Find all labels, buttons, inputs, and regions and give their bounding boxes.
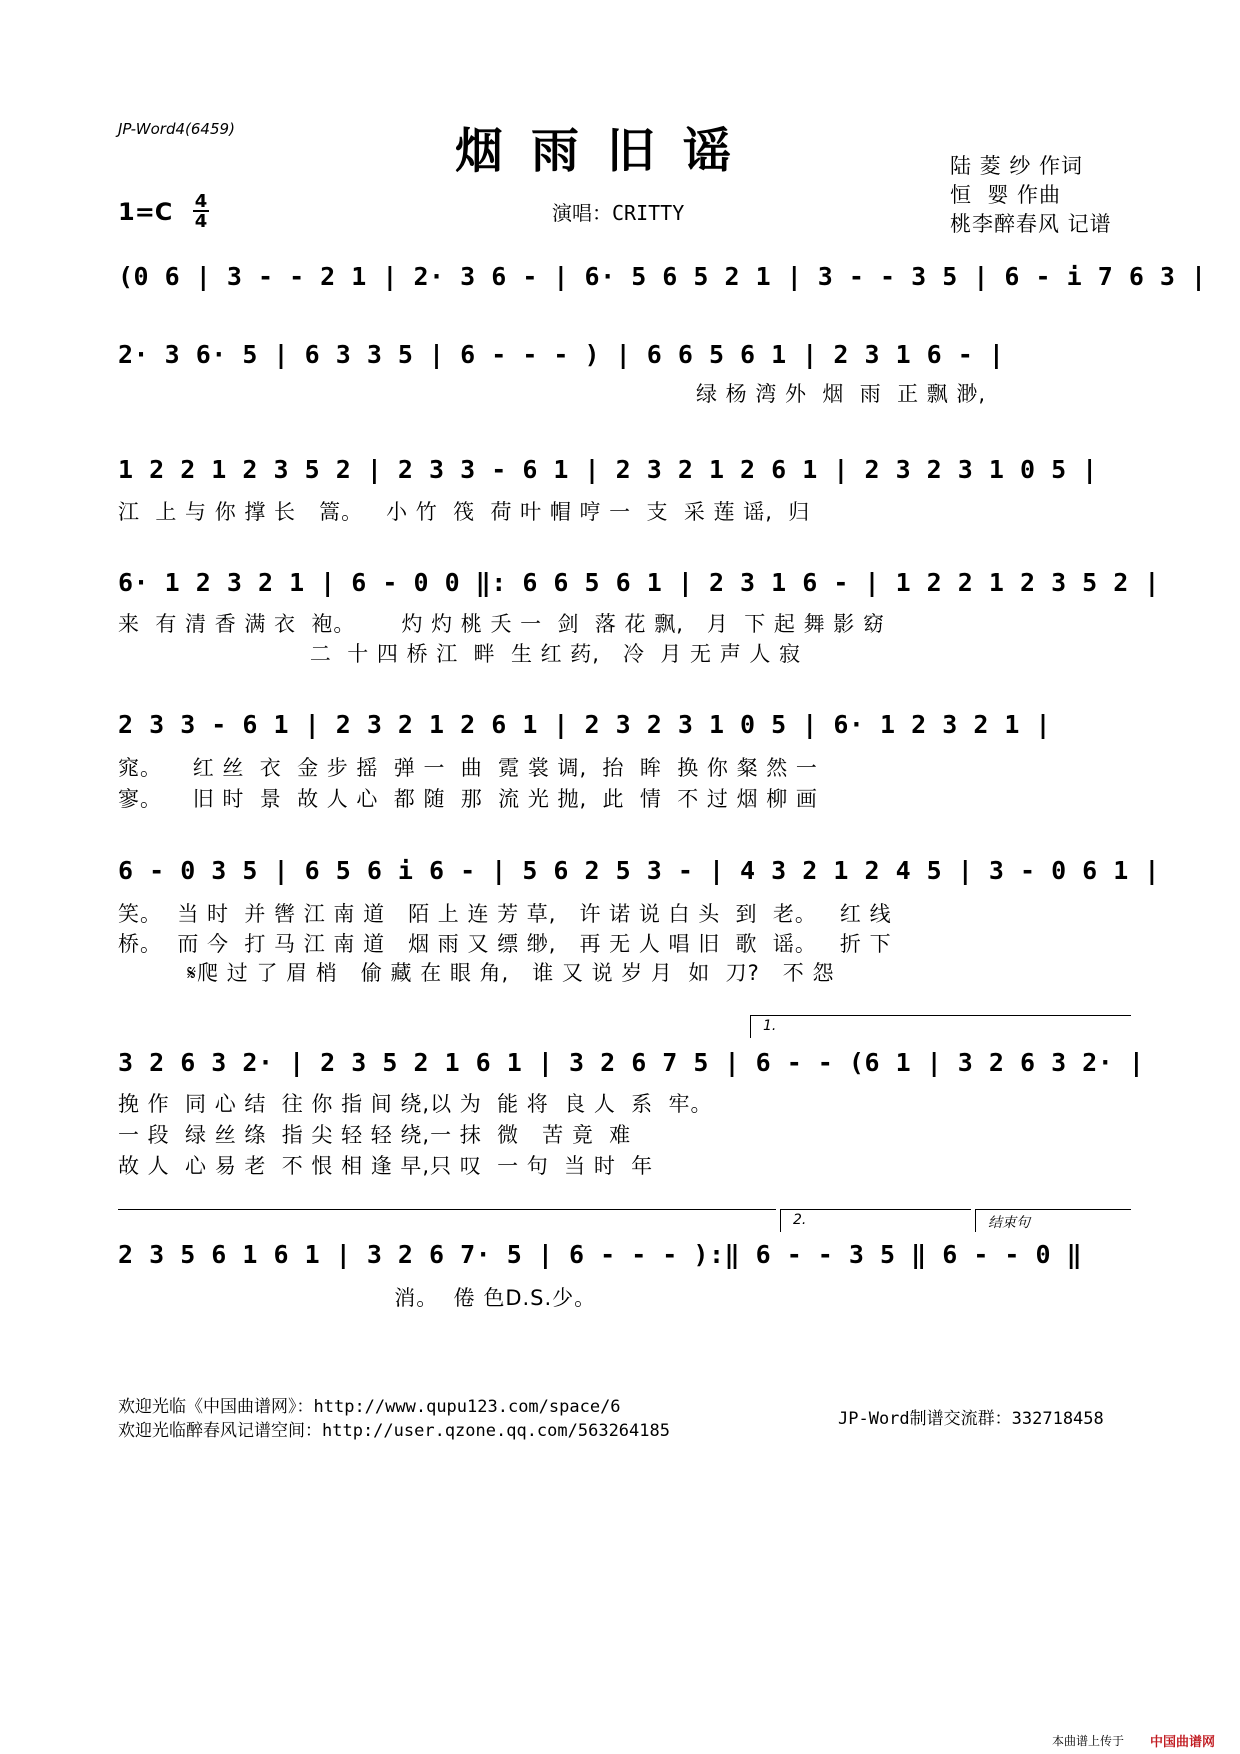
lyric-row-7-1: 挽 作 同 心 结 往 你 指 间 绕,以 为 能 将 良 人 系 牢。	[118, 1092, 713, 1116]
footer-link-qupu[interactable]: 欢迎光临《中国曲谱网》：http://www.qupu123.com/space/6	[118, 1397, 621, 1417]
notation-row-4: 6· 1 2 3 2 1 | 6 - 0 0 ‖: 6 6 5 6 1 | 2 3 1 6 - | 1 2 2 1 2 3 5 2 |	[118, 568, 1160, 597]
ending-label: 结束句	[988, 1215, 1030, 1231]
upload-badge-text: 本曲谱上传于	[1052, 1734, 1125, 1748]
lyric-row-3-1: 江 上 与 你 撑 长 篙。 小 竹 筏 荷 叶 帽 哼 一 支 采 莲 谣, 归	[118, 500, 811, 524]
volta-bracket-1	[750, 1015, 1131, 1038]
lyric-row-6-3: 𝄋爬 过 了 眉 梢 偷 藏 在 眼 角, 谁 又 说 岁 月 如 刀? 不 怨	[118, 961, 835, 985]
lyric-row-7-3: 故 人 心 易 老 不 恨 相 逢 早,只 叹 一 句 当 时 年	[118, 1154, 654, 1178]
transcriber-credit: 桃李醉春风 记谱	[950, 212, 1112, 236]
page-title: 烟雨旧谣	[455, 123, 760, 179]
lyric-row-4-2: 二 十 四 桥 江 畔 生 红 药, 冷 月 无 声 人 寂	[118, 642, 802, 666]
notation-row-1: (0 6 | 3 - - 2 1 | 2· 3 6 - | 6· 5 6 5 2 1 | 3 - - 3 5 | 6 - i 7 6 3 |	[118, 262, 1207, 291]
lyric-row-8-1: 消。 倦 色D.S.少。	[118, 1286, 597, 1310]
footer-group: JP-Word制谱交流群：332718458	[838, 1409, 1104, 1429]
footer-link-qzone[interactable]: 欢迎光临醉春风记谱空间：http://user.qzone.qq.com/563264185	[118, 1421, 670, 1441]
ending-bracket	[975, 1209, 1131, 1232]
site-logo: 中国曲谱网	[1150, 1735, 1216, 1750]
volta-2-label: 2.	[793, 1212, 807, 1228]
volta-1-label: 1.	[763, 1018, 777, 1034]
software-label: JP-Word4(6459)	[118, 120, 235, 138]
notation-row-2: 2· 3 6· 5 | 6 3 3 5 | 6 - - - ) | 6 6 5 6 1 | 2 3 1 6 - |	[118, 340, 1005, 369]
lyric-row-5-1: 窕。 红 丝 衣 金 步 摇 弹 一 曲 霓 裳 调, 抬 眸 换 你 粲 然 一	[118, 756, 818, 780]
lyric-row-6-1: 笑。 当 时 并 辔 江 南 道 陌 上 连 芳 草, 许 诺 说 白 头 到 老。 红 线	[118, 902, 892, 926]
notation-row-7: 3 2 6 3 2· | 2 3 5 2 1 6 1 | 3 2 6 7 5 | 6 - - (6 1 | 3 2 6 3 2· |	[118, 1048, 1145, 1077]
notation-row-8: 2 3 5 6 1 6 1 | 3 2 6 7· 5 | 6 - - - ):‖ 6 - - 3 5 ‖ 6 - - 0 ‖	[118, 1240, 1083, 1269]
composer-credit: 恒 婴 作曲	[950, 183, 1062, 207]
time-signature-top: 4	[194, 191, 208, 212]
time-signature-bottom: 4	[194, 211, 208, 232]
notation-row-6: 6 - 0 3 5 | 6 5 6 i 6 - | 5 6 2 5 3 - | 4 3 2 1 2 4 5 | 3 - 0 6 1 |	[118, 856, 1160, 885]
lyric-row-4-1: 来 有 清 香 满 衣 袍。 灼 灼 桃 夭 一 剑 落 花 飘, 月 下 起 舞 影 窈	[118, 612, 885, 636]
lyricist-credit: 陆 菱 纱 作词	[950, 154, 1084, 178]
notation-row-5: 2 3 3 - 6 1 | 2 3 2 1 2 6 1 | 2 3 2 3 1 0 5 | 6· 1 2 3 2 1 |	[118, 710, 1052, 739]
lyric-row-2-1: 绿 杨 湾 外 烟 雨 正 飘 渺,	[696, 382, 987, 406]
lyric-row-6-2: 桥。 而 今 打 马 江 南 道 烟 雨 又 缥 缈, 再 无 人 唱 旧 歌 谣。 折 下	[118, 932, 892, 956]
volta-bracket-2	[780, 1209, 971, 1232]
system-line	[118, 1209, 776, 1210]
key-signature: 1=C	[118, 198, 173, 226]
notation-row-3: 1 2 2 1 2 3 5 2 | 2 3 3 - 6 1 | 2 3 2 1 2 6 1 | 2 3 2 3 1 0 5 |	[118, 455, 1098, 484]
singer-label: 演唱：CRITTY	[552, 201, 685, 225]
lyric-row-7-2: 一 段 绿 丝 绦 指 尖 轻 轻 绕,一 抹 微 苦 竟 难	[118, 1123, 632, 1147]
lyric-row-5-2: 寥。 旧 时 景 故 人 心 都 随 那 流 光 抛, 此 情 不 过 烟 柳 画	[118, 787, 818, 811]
